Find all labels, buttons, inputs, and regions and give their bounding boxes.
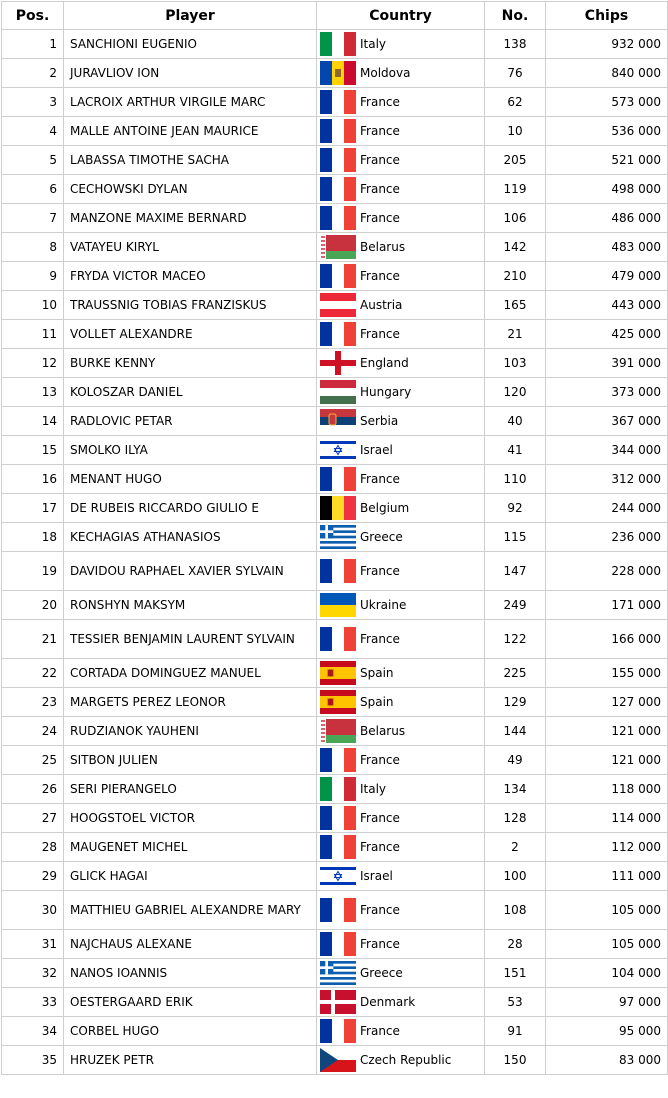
chip-count-cell: 312 000	[546, 465, 668, 494]
chip-count-cell: 840 000	[546, 59, 668, 88]
chip-count-cell: 425 000	[546, 320, 668, 349]
seat-number-cell: 210	[485, 262, 546, 291]
chip-count-cell: 95 000	[546, 1017, 668, 1046]
seat-number-cell: 225	[485, 659, 546, 688]
country-name: France	[360, 753, 400, 767]
country-cell	[317, 146, 485, 175]
position-cell: 8	[2, 233, 64, 262]
position-cell: 23	[2, 688, 64, 717]
table-row	[2, 891, 668, 930]
player-name-cell: SANCHIONI EUGENIO	[64, 30, 317, 59]
table-row	[2, 688, 668, 717]
country-name: France	[360, 153, 400, 167]
belarus-flag-icon	[320, 719, 356, 743]
chip-count-cell: 105 000	[546, 891, 668, 930]
table-row	[2, 746, 668, 775]
position-cell: 18	[2, 523, 64, 552]
chip-count-cell: 367 000	[546, 407, 668, 436]
position-cell: 13	[2, 378, 64, 407]
france-flag-icon	[320, 322, 356, 346]
country-cell	[317, 262, 485, 291]
country-name: Hungary	[360, 385, 412, 399]
position-cell: 9	[2, 262, 64, 291]
country-name: France	[360, 903, 400, 917]
table-row	[2, 436, 668, 465]
seat-number-cell: 41	[485, 436, 546, 465]
spain-flag-icon	[320, 690, 356, 714]
chip-count-cell: 443 000	[546, 291, 668, 320]
country-cell	[317, 717, 485, 746]
player-name-cell: LABASSA TIMOTHE SACHA	[64, 146, 317, 175]
italy-flag-icon	[320, 32, 356, 56]
france-flag-icon	[320, 932, 356, 956]
country-name: Greece	[360, 530, 403, 544]
chip-count-cell: 118 000	[546, 775, 668, 804]
position-cell: 28	[2, 833, 64, 862]
position-cell: 17	[2, 494, 64, 523]
table-row	[2, 30, 668, 59]
country-name: Italy	[360, 37, 387, 51]
seat-number-cell: 134	[485, 775, 546, 804]
country-name: France	[360, 182, 400, 196]
player-name-cell: MENANT HUGO	[64, 465, 317, 494]
seat-number-cell: 119	[485, 175, 546, 204]
seat-number-cell: 103	[485, 349, 546, 378]
chip-count-cell: 121 000	[546, 746, 668, 775]
chip-count-cell: 236 000	[546, 523, 668, 552]
country-cell	[317, 804, 485, 833]
country-cell	[317, 1017, 485, 1046]
england-flag-icon	[320, 351, 356, 375]
country-cell	[317, 833, 485, 862]
country-name: France	[360, 124, 400, 138]
france-flag-icon	[320, 90, 356, 114]
country-cell	[317, 620, 485, 659]
table-row	[2, 523, 668, 552]
seat-number-cell: 142	[485, 233, 546, 262]
table-row	[2, 59, 668, 88]
player-name-cell: NANOS IOANNIS	[64, 959, 317, 988]
seat-number-cell: 21	[485, 320, 546, 349]
table-row	[2, 407, 668, 436]
table-header-row	[2, 2, 668, 30]
seat-number-cell: 53	[485, 988, 546, 1017]
seat-number-cell: 120	[485, 378, 546, 407]
table-row	[2, 1046, 668, 1075]
chip-count-cell: 228 000	[546, 552, 668, 591]
player-name-cell: MAUGENET MICHEL	[64, 833, 317, 862]
chip-count-cell: 479 000	[546, 262, 668, 291]
seat-number-cell: 92	[485, 494, 546, 523]
table-row	[2, 291, 668, 320]
country-name: France	[360, 327, 400, 341]
country-cell	[317, 930, 485, 959]
country-cell	[317, 988, 485, 1017]
player-name-cell: CORBEL HUGO	[64, 1017, 317, 1046]
country-name: Belgium	[360, 501, 410, 515]
player-name-cell: SERI PIERANGELO	[64, 775, 317, 804]
player-name-cell: TESSIER BENJAMIN LAURENT SYLVAIN	[64, 620, 317, 659]
country-name: France	[360, 211, 400, 225]
position-cell: 14	[2, 407, 64, 436]
table-row	[2, 117, 668, 146]
chip-count-cell: 932 000	[546, 30, 668, 59]
chip-count-cell: 112 000	[546, 833, 668, 862]
france-flag-icon	[320, 748, 356, 772]
country-name: Moldova	[360, 66, 411, 80]
france-flag-icon	[320, 119, 356, 143]
country-name: France	[360, 472, 400, 486]
chip-count-table	[1, 1, 668, 1075]
position-cell: 20	[2, 591, 64, 620]
seat-number-cell: 129	[485, 688, 546, 717]
chip-count-cell: 498 000	[546, 175, 668, 204]
player-name-cell: OESTERGAARD ERIK	[64, 988, 317, 1017]
country-cell	[317, 688, 485, 717]
player-name-cell: CORTADA DOMINGUEZ MANUEL	[64, 659, 317, 688]
chip-count-cell: 104 000	[546, 959, 668, 988]
seat-number-cell: 128	[485, 804, 546, 833]
hungary-flag-icon	[320, 380, 356, 404]
country-cell	[317, 523, 485, 552]
france-flag-icon	[320, 627, 356, 651]
country-name: France	[360, 840, 400, 854]
country-cell	[317, 1046, 485, 1075]
seat-number-cell: 2	[485, 833, 546, 862]
table-row	[2, 88, 668, 117]
table-row	[2, 591, 668, 620]
table-row	[2, 233, 668, 262]
player-name-cell: RONSHYN MAKSYM	[64, 591, 317, 620]
seat-number-cell: 165	[485, 291, 546, 320]
country-cell	[317, 320, 485, 349]
player-name-cell: HOOGSTOEL VICTOR	[64, 804, 317, 833]
country-cell	[317, 349, 485, 378]
country-cell	[317, 659, 485, 688]
header-no[interactable]: No.	[485, 2, 546, 30]
belarus-flag-icon	[320, 235, 356, 259]
israel-flag-icon	[320, 864, 356, 888]
player-name-cell: SITBON JULIEN	[64, 746, 317, 775]
player-name-cell: CECHOWSKI DYLAN	[64, 175, 317, 204]
table-row	[2, 146, 668, 175]
serbia-flag-icon	[320, 409, 356, 433]
france-flag-icon	[320, 467, 356, 491]
player-name-cell: RUDZIANOK YAUHENI	[64, 717, 317, 746]
chip-count-cell: 121 000	[546, 717, 668, 746]
denmark-flag-icon	[320, 990, 356, 1014]
country-name: Serbia	[360, 414, 399, 428]
country-cell	[317, 233, 485, 262]
country-cell	[317, 175, 485, 204]
player-name-cell: VATAYEU KIRYL	[64, 233, 317, 262]
position-cell: 11	[2, 320, 64, 349]
moldova-flag-icon	[320, 61, 356, 85]
table-row	[2, 862, 668, 891]
italy-flag-icon	[320, 777, 356, 801]
position-cell: 24	[2, 717, 64, 746]
country-name: France	[360, 937, 400, 951]
position-cell: 4	[2, 117, 64, 146]
seat-number-cell: 28	[485, 930, 546, 959]
chip-count-cell: 536 000	[546, 117, 668, 146]
position-cell: 12	[2, 349, 64, 378]
country-cell	[317, 204, 485, 233]
position-cell: 26	[2, 775, 64, 804]
seat-number-cell: 122	[485, 620, 546, 659]
position-cell: 22	[2, 659, 64, 688]
player-name-cell: MALLE ANTOINE JEAN MAURICE	[64, 117, 317, 146]
seat-number-cell: 62	[485, 88, 546, 117]
country-cell	[317, 552, 485, 591]
country-cell	[317, 591, 485, 620]
chip-count-cell: 391 000	[546, 349, 668, 378]
table-body	[2, 30, 668, 1075]
france-flag-icon	[320, 898, 356, 922]
player-name-cell: MANZONE MAXIME BERNARD	[64, 204, 317, 233]
country-cell	[317, 291, 485, 320]
player-name-cell: MATTHIEU GABRIEL ALEXANDRE MARY	[64, 891, 317, 930]
table-row	[2, 959, 668, 988]
player-name-cell: HRUZEK PETR	[64, 1046, 317, 1075]
ukraine-flag-icon	[320, 593, 356, 617]
france-flag-icon	[320, 559, 356, 583]
country-cell	[317, 30, 485, 59]
country-cell	[317, 378, 485, 407]
player-name-cell: FRYDA VICTOR MACEO	[64, 262, 317, 291]
table-row	[2, 465, 668, 494]
country-name: England	[360, 356, 409, 370]
country-name: Denmark	[360, 995, 416, 1009]
country-cell	[317, 891, 485, 930]
country-cell	[317, 862, 485, 891]
table-row	[2, 262, 668, 291]
country-name: Israel	[360, 869, 393, 883]
country-cell	[317, 407, 485, 436]
table-row	[2, 717, 668, 746]
seat-number-cell: 205	[485, 146, 546, 175]
table-row	[2, 620, 668, 659]
country-cell	[317, 88, 485, 117]
country-name: France	[360, 1024, 400, 1038]
position-cell: 25	[2, 746, 64, 775]
country-name: Ukraine	[360, 598, 407, 612]
spain-flag-icon	[320, 661, 356, 685]
chip-count-cell: 573 000	[546, 88, 668, 117]
seat-number-cell: 144	[485, 717, 546, 746]
seat-number-cell: 150	[485, 1046, 546, 1075]
country-name: Spain	[360, 695, 394, 709]
player-name-cell: RADLOVIC PETAR	[64, 407, 317, 436]
header-pos[interactable]: Pos.	[2, 2, 64, 30]
france-flag-icon	[320, 206, 356, 230]
header-player[interactable]: Player	[64, 2, 317, 30]
country-cell	[317, 59, 485, 88]
table-row	[2, 775, 668, 804]
position-cell: 10	[2, 291, 64, 320]
israel-flag-icon	[320, 438, 356, 462]
seat-number-cell: 106	[485, 204, 546, 233]
country-name: Belarus	[360, 240, 406, 254]
position-cell: 34	[2, 1017, 64, 1046]
player-name-cell: DAVIDOU RAPHAEL XAVIER SYLVAIN	[64, 552, 317, 591]
position-cell: 31	[2, 930, 64, 959]
position-cell: 32	[2, 959, 64, 988]
table-row	[2, 659, 668, 688]
seat-number-cell: 49	[485, 746, 546, 775]
france-flag-icon	[320, 177, 356, 201]
country-name: Spain	[360, 666, 394, 680]
greece-flag-icon	[320, 961, 356, 985]
player-name-cell: KECHAGIAS ATHANASIOS	[64, 523, 317, 552]
table-row	[2, 320, 668, 349]
table-row	[2, 349, 668, 378]
table-row	[2, 204, 668, 233]
country-name: France	[360, 95, 400, 109]
position-cell: 15	[2, 436, 64, 465]
header-country[interactable]: Country	[317, 2, 485, 30]
header-chips[interactable]: Chips	[546, 2, 668, 30]
chip-count-cell: 244 000	[546, 494, 668, 523]
seat-number-cell: 249	[485, 591, 546, 620]
country-cell	[317, 117, 485, 146]
chip-count-cell: 127 000	[546, 688, 668, 717]
country-name: France	[360, 632, 400, 646]
position-cell: 5	[2, 146, 64, 175]
table-row	[2, 804, 668, 833]
chip-count-cell: 521 000	[546, 146, 668, 175]
chip-count-cell: 114 000	[546, 804, 668, 833]
player-name-cell: JURAVLIOV ION	[64, 59, 317, 88]
country-name: France	[360, 811, 400, 825]
position-cell: 35	[2, 1046, 64, 1075]
country-name: Austria	[360, 298, 403, 312]
position-cell: 30	[2, 891, 64, 930]
czech-republic-flag-icon	[320, 1048, 356, 1072]
chip-count-cell: 83 000	[546, 1046, 668, 1075]
france-flag-icon	[320, 1019, 356, 1043]
france-flag-icon	[320, 835, 356, 859]
player-name-cell: BURKE KENNY	[64, 349, 317, 378]
player-name-cell: TRAUSSNIG TOBIAS FRANZISKUS	[64, 291, 317, 320]
table-row	[2, 494, 668, 523]
country-name: France	[360, 564, 400, 578]
seat-number-cell: 40	[485, 407, 546, 436]
seat-number-cell: 147	[485, 552, 546, 591]
position-cell: 1	[2, 30, 64, 59]
table-row	[2, 378, 668, 407]
player-name-cell: LACROIX ARTHUR VIRGILE MARC	[64, 88, 317, 117]
country-cell	[317, 959, 485, 988]
country-name: Greece	[360, 966, 403, 980]
player-name-cell: KOLOSZAR DANIEL	[64, 378, 317, 407]
chip-count-cell: 105 000	[546, 930, 668, 959]
country-name: Belarus	[360, 724, 406, 738]
player-name-cell: VOLLET ALEXANDRE	[64, 320, 317, 349]
position-cell: 2	[2, 59, 64, 88]
position-cell: 19	[2, 552, 64, 591]
seat-number-cell: 138	[485, 30, 546, 59]
country-name: Czech Republic	[360, 1053, 452, 1067]
austria-flag-icon	[320, 293, 356, 317]
seat-number-cell: 115	[485, 523, 546, 552]
seat-number-cell: 10	[485, 117, 546, 146]
chip-count-cell: 483 000	[546, 233, 668, 262]
seat-number-cell: 91	[485, 1017, 546, 1046]
belgium-flag-icon	[320, 496, 356, 520]
position-cell: 3	[2, 88, 64, 117]
country-name: Italy	[360, 782, 387, 796]
seat-number-cell: 100	[485, 862, 546, 891]
france-flag-icon	[320, 148, 356, 172]
france-flag-icon	[320, 806, 356, 830]
seat-number-cell: 76	[485, 59, 546, 88]
chip-count-cell: 171 000	[546, 591, 668, 620]
player-name-cell: GLICK HAGAI	[64, 862, 317, 891]
chip-count-cell: 97 000	[546, 988, 668, 1017]
player-name-cell: SMOLKO ILYA	[64, 436, 317, 465]
position-cell: 7	[2, 204, 64, 233]
chip-count-cell: 344 000	[546, 436, 668, 465]
position-cell: 29	[2, 862, 64, 891]
chip-count-cell: 111 000	[546, 862, 668, 891]
france-flag-icon	[320, 264, 356, 288]
position-cell: 16	[2, 465, 64, 494]
seat-number-cell: 151	[485, 959, 546, 988]
chip-count-cell: 155 000	[546, 659, 668, 688]
chip-count-cell: 166 000	[546, 620, 668, 659]
country-cell	[317, 494, 485, 523]
chip-count-cell: 486 000	[546, 204, 668, 233]
table-row	[2, 988, 668, 1017]
country-name: Israel	[360, 443, 393, 457]
table-row	[2, 1017, 668, 1046]
position-cell: 6	[2, 175, 64, 204]
table-row	[2, 552, 668, 591]
greece-flag-icon	[320, 525, 356, 549]
player-name-cell: DE RUBEIS RICCARDO GIULIO E	[64, 494, 317, 523]
country-cell	[317, 746, 485, 775]
table-row	[2, 930, 668, 959]
country-name: France	[360, 269, 400, 283]
seat-number-cell: 110	[485, 465, 546, 494]
table-row	[2, 833, 668, 862]
chip-count-cell: 373 000	[546, 378, 668, 407]
position-cell: 21	[2, 620, 64, 659]
country-cell	[317, 436, 485, 465]
position-cell: 27	[2, 804, 64, 833]
player-name-cell: MARGETS PEREZ LEONOR	[64, 688, 317, 717]
seat-number-cell: 108	[485, 891, 546, 930]
country-cell	[317, 465, 485, 494]
country-cell	[317, 775, 485, 804]
table-row	[2, 175, 668, 204]
position-cell: 33	[2, 988, 64, 1017]
player-name-cell: NAJCHAUS ALEXANE	[64, 930, 317, 959]
